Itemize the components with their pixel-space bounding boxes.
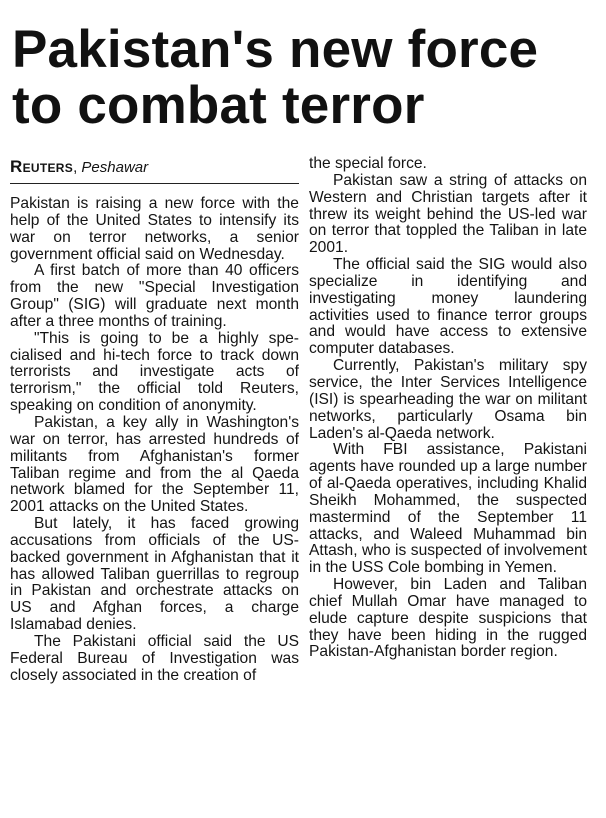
byline-separator: , [73, 159, 82, 176]
headline-line-2: to combat terror [12, 76, 425, 135]
byline-location: Peshawar [81, 159, 149, 176]
article-paragraph-continued: the special force. [309, 155, 427, 172]
article-paragraph: Currently, Pakistan's military spy service, the Inter Services Intelligence (ISI) is spearheading the war on militant networks, particularly Osama bin Laden's al-Qaeda network. [309, 357, 587, 442]
article-paragraph: The Pakistani official said the US Federal Bureau of Investigation was closely associated in the creation of [10, 632, 299, 684]
article-paragraph: "This is going to be a highly specialised and hi-tech force to track down terrorists and investigate acts of terrorism," the official told Reuters, speaking on condition of anonymity. [10, 329, 299, 415]
headline-line-1: Pakistan's new force [12, 20, 539, 79]
article-column-right [309, 156, 587, 661]
article-column-left [10, 156, 299, 684]
headline [12, 22, 602, 134]
article-paragraph: With FBI assistance, Pakistani agents have rounded up a large number of al-Qaeda operatives, including Khalid Sheikh Mohammed, the suspected mastermind of the September 11 attacks, and Waleed Muhammad bin Attash, who is suspected of involvement in the USS Cole bombing in Yemen. [309, 441, 587, 577]
byline-agency: Reuters [10, 157, 74, 176]
article-paragraph: Pakistan is raising a new force with the help of the United States to intensify its war on terror networks, a senior government official said on Wednesday. [10, 195, 299, 263]
article-paragraph: Pakistan, a key ally in Washington's war on terror, has arrested hundreds of militants from Afghanistan's former Taliban regime and from the al Qaeda network blamed for the September 11, 2001 attacks on the United States. [10, 413, 299, 516]
article-paragraph: However, bin Laden and Taliban chief Mullah Omar have managed to elude capture despite suspicions that they have been hiding in the rugged Pakistan-Afghanistan border region. [309, 576, 587, 661]
byline [10, 158, 299, 184]
article-paragraph: The official said the SIG would also specialize in identifying and investigating money laundering activities used to finance terror groups and would have access to extensive computer databases. [309, 256, 587, 358]
article-paragraph: A first batch of more than 40 officers from the new "Special Investigation Group" (SIG) will graduate next month after a three months of training. [10, 262, 299, 330]
article-paragraph: But lately, it has faced growing accusations from officials of the US-backed government in Afghanistan that it has allowed Taliban guerrillas to regroup in Pakistan and orchestrate attacks on US and Afghan forces, a charge Islamabad denies. [10, 515, 299, 634]
article-paragraph: Pakistan saw a string of attacks on Western and Christian targets after it threw its weight behind the US-led war on terror that toppled the Taliban in late 2001. [309, 171, 587, 257]
